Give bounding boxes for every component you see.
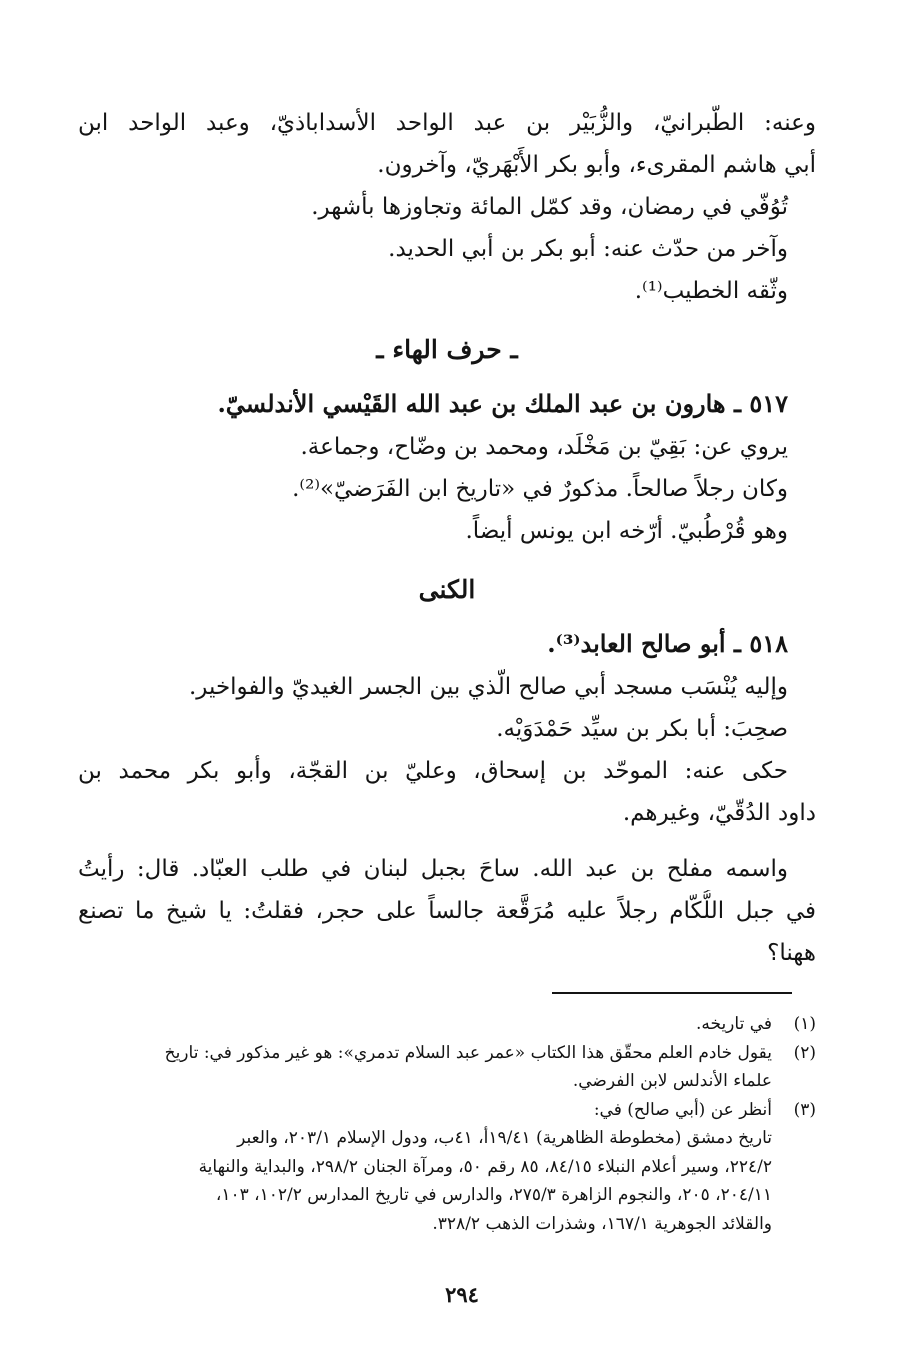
text-line: ههنا؟ [767, 940, 816, 966]
text-line: في جبل اللُّكّام رجلاً عليه مُرَقَّعة جالساً على حجر، فقلتُ: يا شيخ ما تصنع [78, 898, 816, 924]
footnote-separator [552, 992, 792, 994]
continuation-block [78, 102, 816, 312]
text-line: وآخر من حدّث عنه: أبو بكر بن أبي الحديد. [388, 236, 788, 262]
footnotes [78, 1010, 816, 1238]
text-line: أبي هاشم المقرىء، وأبو بكر الأَبْهَريّ، وآخرون. [377, 152, 816, 178]
entry-517 [78, 382, 816, 552]
footnote-number: (١) [793, 1014, 816, 1034]
footnote-3 [78, 1096, 816, 1239]
text-line: داود الدُقّيّ، وغيرهم. [622, 800, 816, 826]
footnote-number: (٢) [793, 1042, 816, 1063]
paragraph-gap [78, 834, 816, 848]
entry-518 [78, 622, 816, 974]
footnote-number: (٣) [793, 1099, 816, 1120]
text-line: وإليه يُنْسَب مسجد أبي صالح الّذي بين الجسر الغيديّ والفواخير. [189, 674, 788, 700]
footnote-line: تاريخ دمشق (مخطوطة الظاهرية) ١٩/٤١أ، ٤١ب، ودول الإسلام ٢٠٣/١، والعبر [237, 1128, 772, 1148]
text-line: تُوُفّي في رمضان، وقد كمّل المائة وتجاوزها بأشهر. [311, 194, 788, 220]
text-line: حكى عنه: الموحّد بن إسحاق، وعليّ بن القجّة، وأبو بكر محمد بن [78, 758, 788, 784]
footnote-line: ٢٢٤/٢، وسير أعلام النبلاء ٨٤/١٥، ٨٥ رقم ٥٠، ومرآة الجنان ٢٩٨/٢، والبداية والنهاية [198, 1156, 772, 1177]
entry-title: ٥١٧ ـ هارون بن عبد الملك بن عبد الله القَيْسي الأندلسيّ. [217, 389, 788, 418]
footnote-line: يقول خادم العلم محقّق هذا الكتاب «عمر عبد السلام تدمري»: هو غير مذكور في: تاريخ [164, 1042, 772, 1063]
entry-title: ٥١٨ ـ أبو صالح العابد⁽³⁾. [547, 629, 788, 658]
footnote-line: أنظر عن (أبي صالح) في: [593, 1099, 772, 1120]
text-line: وثّقه الخطيب⁽¹⁾. [634, 278, 788, 304]
text-line: وهو قُرْطُبيّ. أرّخه ابن يونس أيضاً. [465, 518, 788, 544]
text-line: واسمه مفلح بن عبد الله. ساحَ بجبل لبنان في طلب العبّاد. قال: رأيتُ [78, 856, 788, 882]
footnote-line: ٢٠٤/١١، ٢٠٥، والنجوم الزاهرة ٢٧٥/٣، والدارس في تاريخ المدارس ١٠٢/٢، ١٠٣، [215, 1185, 772, 1205]
text-line: وكان رجلاً صالحاً. مذكورٌ في «تاريخ ابن الفَرَضيّ»⁽²⁾. [292, 476, 788, 502]
section-heading-kuna: الكنى [418, 575, 476, 604]
section-heading-ha: ـ حرف الهاء ـ [376, 335, 518, 364]
page-number: ٢٩٤ [445, 1282, 479, 1307]
footnote-line: والقلائد الجوهرية ١٦٧/١، وشذرات الذهب ٣٢٨/٢. [432, 1213, 772, 1234]
footnote-line: علماء الأندلس لابن الفرضي. [572, 1071, 772, 1091]
text-line: صحِبَ: أبا بكر بن سيِّد حَمْدَوَيْه. [496, 716, 788, 742]
footnote-line: في تاريخه. [695, 1014, 772, 1034]
footnote-2 [78, 1039, 816, 1096]
text-line: يروي عن: بَقِيّ بن مَخْلَد، ومحمد بن وضّاح، وجماعة. [300, 434, 788, 460]
text-line: وعنه: الطّبرانيّ، والزُّبَيْر بن عبد الواحد الأسداباذيّ، وعبد الواحد ابن [78, 110, 816, 136]
footnote-1 [78, 1010, 816, 1039]
